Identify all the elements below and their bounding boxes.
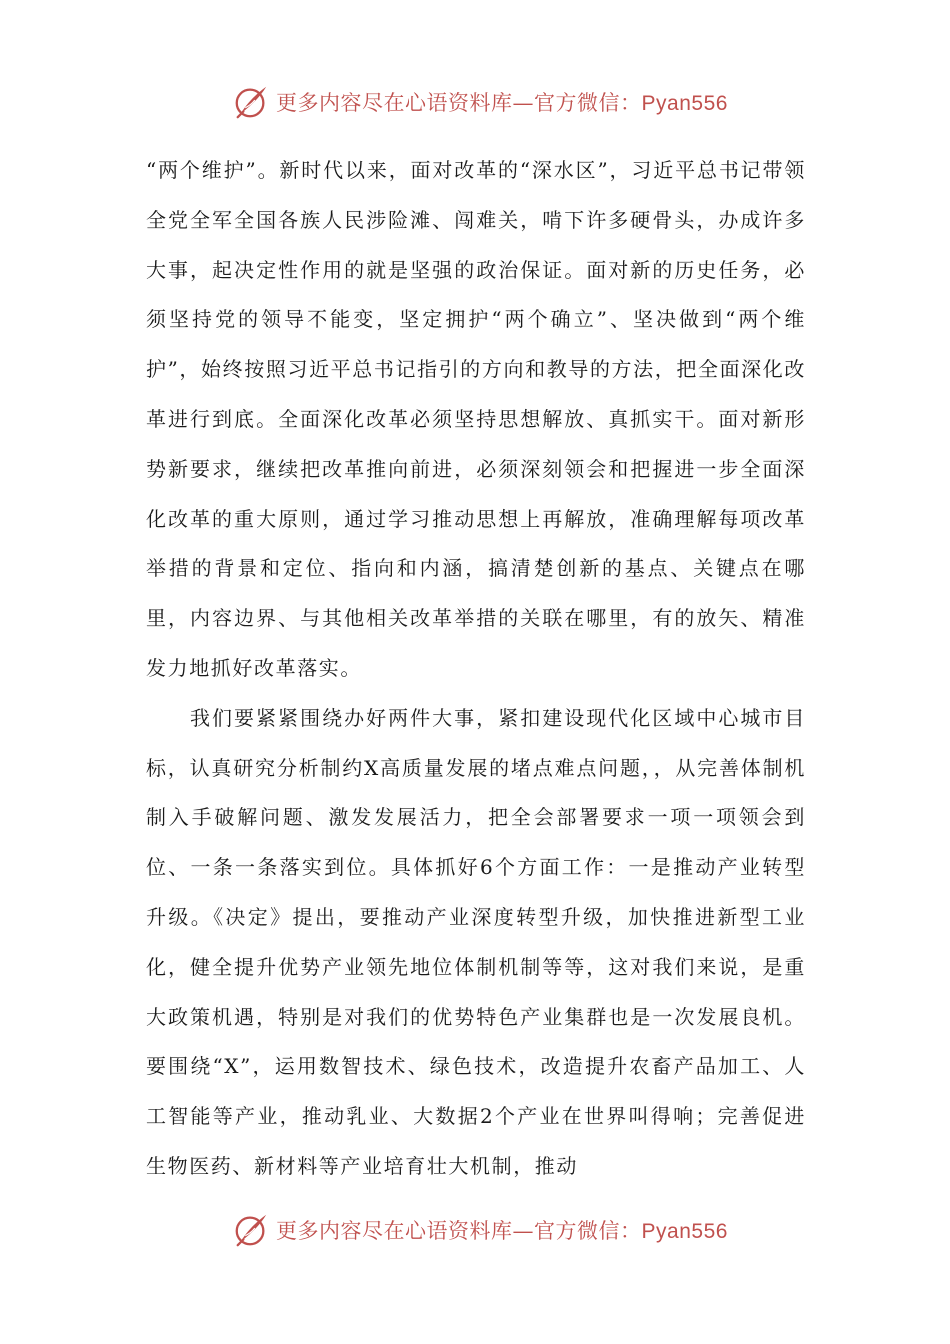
header-watermark-inner bbox=[222, 83, 728, 121]
footer-watermark-inner bbox=[222, 1211, 728, 1249]
header-watermark-handle: Pyan556 bbox=[641, 92, 728, 115]
header-watermark-main: 更多内容尽在心语资料库—官方微信： bbox=[276, 91, 642, 115]
body-paragraph-2: 我们要紧紧围绕办好两件大事，紧扣建设现代化区域中心城市目标，认真研究分析制约X高质量发展的堵点难点问题，，从完善体制机制入手破解问题、激发发展活力，把全会部署要求一项一项领会到位、一条一条落实到位。具体抓好6个方面工作：一是推动产业转型升级。《决定》提出，要推动产业深度转型升级，加快推进新型工业化，健全提升优势产业领先地位体制机制等等，这对我们来说，是重大政策机遇，特别是对我们的优势特色产业集群也是一次发展良机。要围绕“X”，运用数智技术、绿色技术，改造提升农畜产品加工、人工智能等产业，推动乳业、大数据2个产业在世界叫得响；完善促进生物医药、新材料等产业培育壮大机制，推动 bbox=[146, 705, 806, 1178]
footer-watermark bbox=[0, 1208, 950, 1252]
quill-logo-icon bbox=[232, 1211, 270, 1249]
footer-watermark-handle: Pyan556 bbox=[641, 1220, 728, 1243]
header-watermark bbox=[0, 80, 950, 124]
document-body bbox=[146, 146, 806, 1192]
body-paragraph-1: “两个维护”。新时代以来，面对改革的“深水区”，习近平总书记带领全党全军全国各族人民涉险滩、闯难关，啃下许多硬骨头，办成许多大事，起决定性作用的就是坚强的政治保证。面对新的历史任务，必须坚持党的领导不能变，坚定拥护“两个确立”、坚决做到“两个维护”，始终按照习近平总书记指引的方向和教导的方法，把全面深化改革进行到底。全面深化改革必须坚持思想解放、真抓实干。面对新形势新要求，继续把改革推向前进，必须深刻领会和把握进一步全面深化改革的重大原则，通过学习推动思想上再解放，准确理解每项改革举措的背景和定位、指向和内涵，搞清楚创新的基点、关键点在哪里，内容边界、与其他相关改革举措的关联在哪里，有的放矢、精准发力地抓好改革落实。 bbox=[146, 158, 806, 680]
quill-logo-icon bbox=[232, 83, 270, 121]
header-watermark-text bbox=[276, 87, 728, 117]
footer-watermark-main: 更多内容尽在心语资料库—官方微信： bbox=[276, 1219, 642, 1243]
footer-watermark-text bbox=[276, 1215, 728, 1245]
